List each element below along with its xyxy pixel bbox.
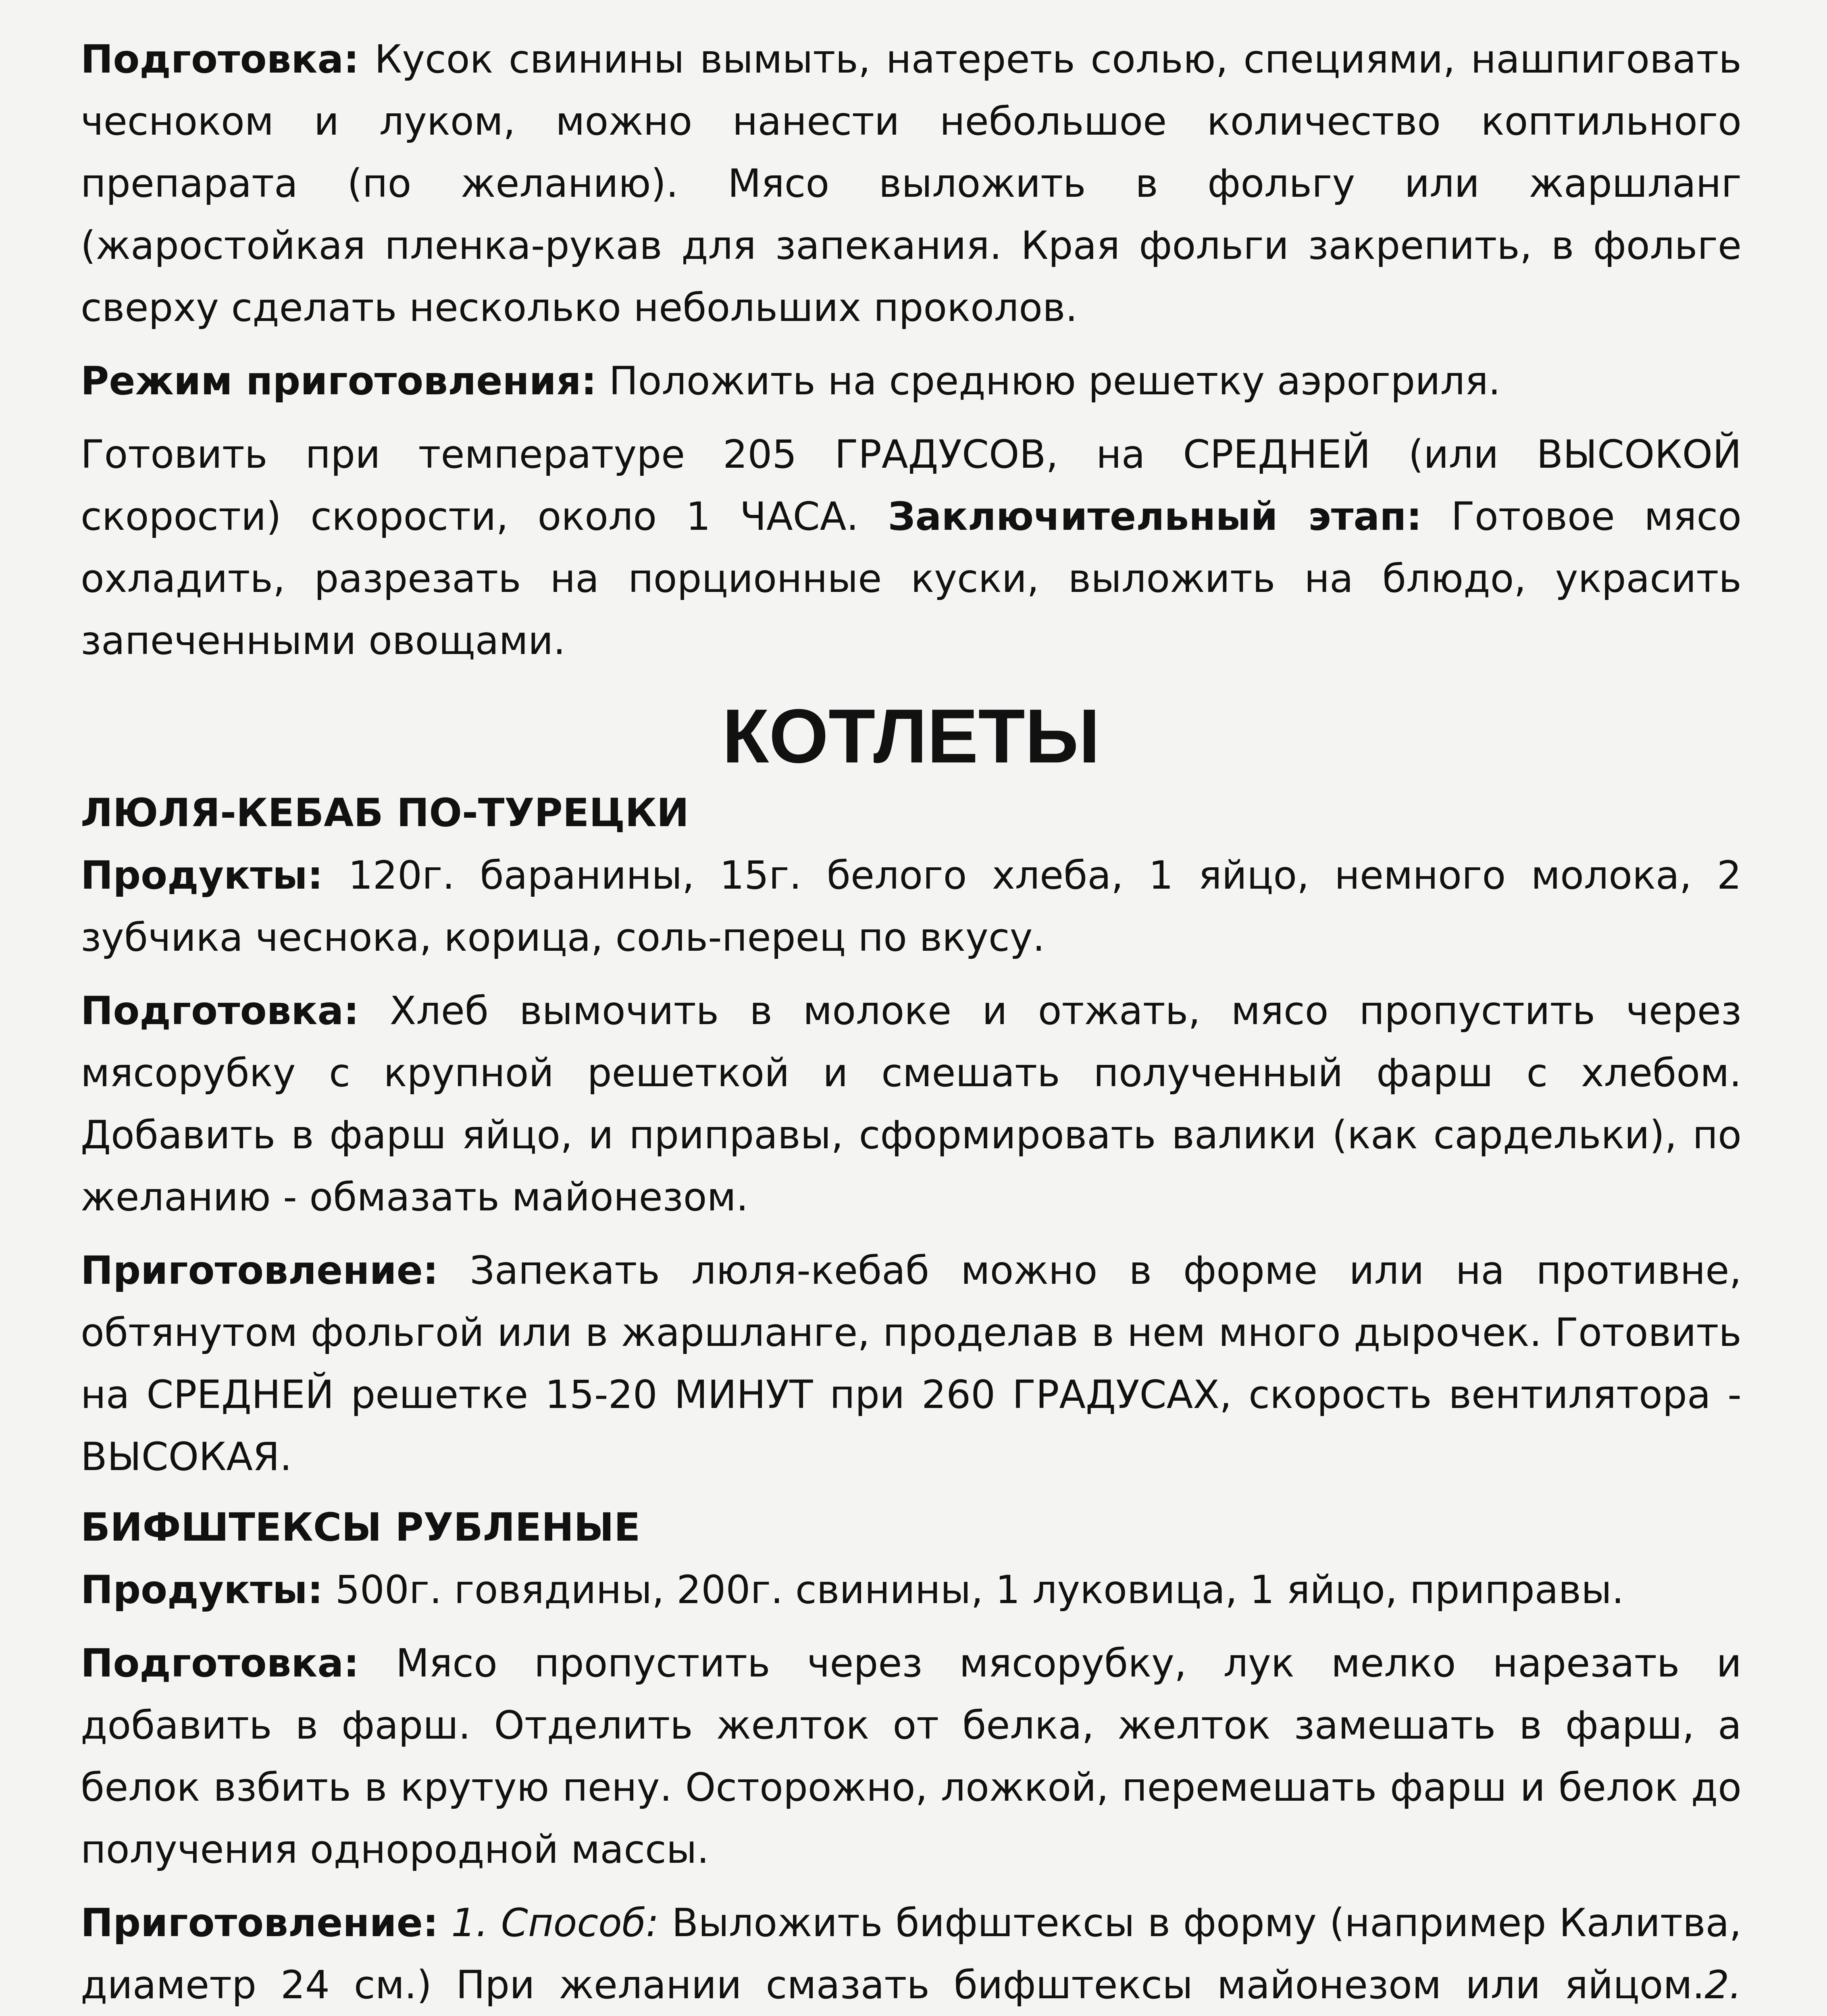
intro-cooking-paragraph <box>81 423 1742 672</box>
document-page <box>81 28 1742 2016</box>
lula-products-paragraph <box>81 844 1742 968</box>
steaks-way1-text: Выложить бифштексы в форму (например Калитва, диаметр 24 см.) При желании смазать бифштексы майонезом или яйцом. <box>81 1900 1742 2008</box>
steaks-preparation-text: Мясо пропустить через мясорубку, лук мелко нарезать и добавить в фарш. Отделить желток от белка, желток замешать в фарш, а белок взбить в крутую пену. Осторожно, ложкой, перемешать фарш и белок до получения однородной массы. <box>81 1641 1742 1872</box>
steaks-preparation-label: Подготовка: <box>81 1641 359 1686</box>
intro-mode-label: Режим приготовления: <box>81 358 597 404</box>
chapter-title: КОТЛЕТЫ <box>722 694 1100 779</box>
intro-final-label: Заключительный этап: <box>888 494 1422 539</box>
intro-cooking-text: Готовить при температуре 205 ГРАДУСОВ, на СРЕДНЕЙ (или ВЫСОКОЙ скорости) скорости, около 1 ЧАСА. <box>81 432 1742 539</box>
intro-preparation-label: Подготовка: <box>81 37 359 82</box>
lula-preparation-label: Подготовка: <box>81 988 359 1033</box>
steaks-way2-label: 2. <box>1704 1962 1742 2008</box>
lula-preparation-text: Хлеб вымочить в молоке и отжать, мясо пропустить через мясорубку с крупной решеткой и смешать полученный фарш с хлебом. Добавить в фарш яйцо, и приправы, сформировать валики (как сардельки), по желанию - обмазать майонезом. <box>81 988 1742 1220</box>
steaks-cooking-paragraph <box>81 1892 1742 2016</box>
lula-products-label: Продукты: <box>81 853 323 898</box>
steaks-cooking-label: Приготовление: <box>81 1900 439 1945</box>
lula-preparation-paragraph <box>81 980 1742 1228</box>
steaks-products-paragraph <box>81 1559 1742 1621</box>
section-heading-steaks: БИФШТЕКСЫ РУБЛЕНЫЕ <box>81 1505 641 1550</box>
steaks-way1-label: 1. Способ: <box>438 1900 659 1945</box>
intro-mode-text: Положить на среднюю решетку аэрогриля. <box>596 358 1501 404</box>
section-heading-lula: ЛЮЛЯ-КЕБАБ ПО-ТУРЕЦКИ <box>81 790 689 835</box>
lula-products-text: 120г. баранины, 15г. белого хлеба, 1 яйцо, немного молока, 2 зубчика чеснока, корица, соль-перец по вкусу. <box>81 853 1742 960</box>
lula-cooking-text: Запекать люля-кебаб можно в форме или на противне, обтянутом фольгой или в жаршланге, проделав в нем много дырочек. Готовить на СРЕДНЕЙ решетке 15-20 МИНУТ при 260 ГРАДУСАХ, скорость вентилятора - ВЫСОКАЯ. <box>81 1248 1742 1479</box>
lula-cooking-label: Приготовление: <box>81 1248 439 1293</box>
intro-mode-paragraph <box>81 350 1742 412</box>
steaks-preparation-paragraph <box>81 1632 1742 1881</box>
intro-preparation-paragraph <box>81 28 1742 339</box>
intro-final-text: Готовое мясо охладить, разрезать на порционные куски, выложить на блюдо, украсить запеченными овощами. <box>81 494 1742 663</box>
lula-cooking-paragraph <box>81 1239 1742 1488</box>
steaks-products-text: 500г. говядины, 200г. свинины, 1 луковица, 1 яйцо, приправы. <box>323 1567 1624 1612</box>
steaks-products-label: Продукты: <box>81 1567 323 1612</box>
intro-preparation-text: Кусок свинины вымыть, натереть солью, специями, нашпиговать чесноком и луком, можно нанести небольшое количество коптильного препарата (по желанию). Мясо выложить в фольгу или жаршланг (жаростойкая пленка-рукав для запекания. Края фольги закрепить, в фольге сверху сделать несколько небольших проколов. <box>81 37 1742 330</box>
